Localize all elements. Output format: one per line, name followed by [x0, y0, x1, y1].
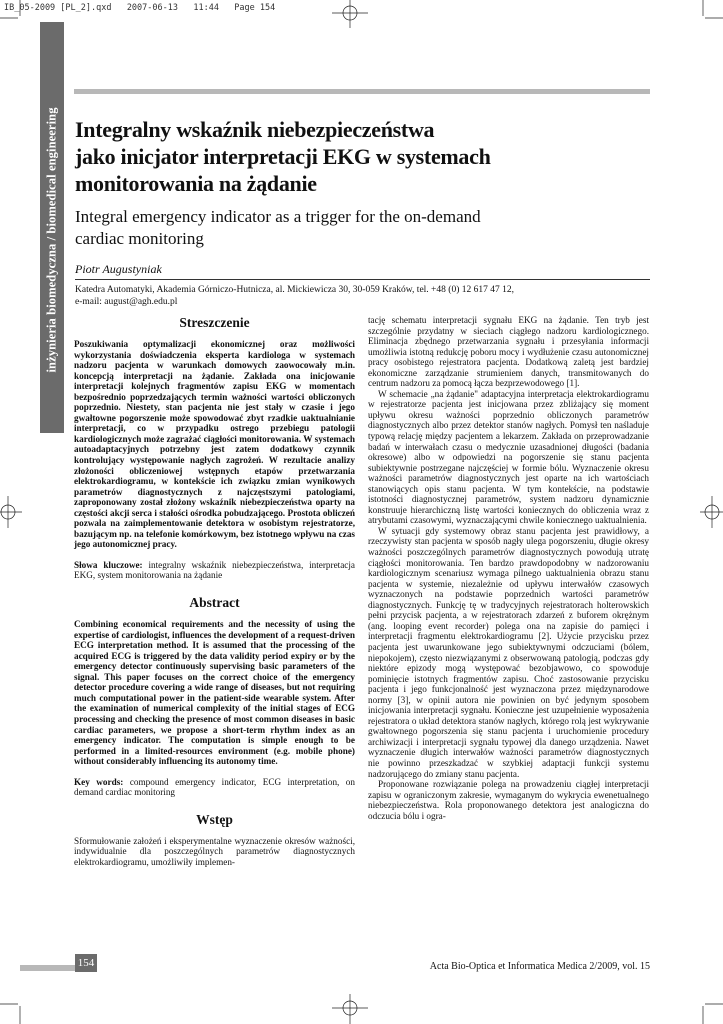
- keywords-en-label: Key words:: [74, 776, 124, 787]
- streszczenie-heading: Streszczenie: [179, 315, 250, 330]
- footer-rule: [20, 965, 75, 971]
- article-subtitle-line: Integral emergency indicator as a trigger for the on-demand: [75, 207, 481, 226]
- affiliation-line: e-mail: august@agh.edu.pl: [75, 297, 178, 307]
- article-title-line: jako inicjator interpretacji EKG w systemach: [75, 144, 491, 169]
- abstract-heading: Abstract: [189, 595, 240, 611]
- right-column: [368, 315, 649, 821]
- article-subtitle: [75, 206, 655, 250]
- wstep-text: Sformułowanie założeń i eksperymentalne wyznaczenie okresów ważności, indywidualnie dla poszczególnych parametrów diagnostycznych elektrokardiogramu, umożliwiły implemen-: [74, 835, 355, 867]
- article-subtitle-line: cardiac monitoring: [75, 229, 204, 248]
- left-column: [74, 315, 355, 867]
- printer-slug: IB_05-2009 [PL_2].qxd 2007-06-13 11:44 Page 154: [4, 3, 276, 13]
- keywords-en-text: compound emergency indicator, ECG interpretation, on demand cardiac monitoring: [74, 776, 355, 798]
- section-sidebar-label: inżynieria biomedyczna / biomedical engineering: [44, 107, 59, 373]
- article-title: [75, 116, 655, 197]
- keywords-pl-label: Słowa kluczowe:: [74, 559, 143, 570]
- body-paragraph: Proponowane rozwiązanie polega na prowadzeniu ciągłej interpretacji zapisu w ograniczonym zakresie, wymaganym do wykrycia ewenetualnego niebezpieczeństwa. Rola proponowanego detektora jest analogiczna do odczucia bólu i ogra-: [368, 779, 649, 821]
- author-name: Piotr Augustyniak: [75, 262, 162, 276]
- abstract-text: Combining economical requirements and the necessity of using the expertise of cardiologist, influences the development of a request-driven ECG interpretation method. It is assumed that the processing of the acquired ECG is triggered by the data validity period expiry or by the emergency detector continuously supervising basic parameters of the signal. This paper focuses on the correct choice of the emergency detector procedure covering a wide range of diseases, but not requiring much computational power in the patient-side wearable system. After the examination of numerical complexity of the initial stages of ECG processing and checking the presence of most common diseases in basic cardiac parameters, we propose a short-term rhythm index as an emergency indicator. The computation is simple enough to be performed in a limited-resources environment (e.g. mobile phone) without considerably influencing its autonomy time.: [74, 619, 355, 767]
- keywords-en: [74, 777, 355, 798]
- article-title-line: Integralny wskaźnik niebezpieczeństwa: [75, 117, 435, 142]
- keywords-pl-text: integralny wskaźnik niebezpieczeństwa, interpretacja EKG, system monitorowania na żądanie: [74, 559, 355, 581]
- body-paragraph: tację schematu interpretacji sygnału EKG na żądanie. Ten tryb jest szczególnie przydatny w sieciach ciągłego nadzoru kardiologicznego. Eliminacja zbędnego przetwarzania sygnału i przesyłania informacji umożliwia istotną redukcję poboru mocy i wydłużenie czasu autonomicznej pracy osobistego rejestratora pacjenta. Dodatkową zaletą jest bardziej ekonomiczne zarządzanie strumieniem danych, transmitowanych do centrum nadzoru za pomocą łącza bezprzewodowego [1].: [368, 315, 649, 389]
- body-paragraph: W sytuacji gdy systemowy obraz stanu pacjenta jest prawidłowy, a rzeczywisty stan pacjenta w sposób nagły ulega pogorszeniu, długie okresy ważności poszczególnych parametrów diagnostycznych powodują utratę ciągłości monitorowania. Ten bardzo prawdopodobny w nadzorowaniu kardiologicznym scenariusz wymaga pilnego uaktualnienia obrazu stanu pacjenta w systemie, niezależnie od upływu interwałów czasowych wyznaczonych na podstawie poprzednich wartości parametrów diagnostycznych. Funkcję tę w tradycyjnych rejestratorach holterowskich pełni przycisk pacjenta, a w rejestratorach zdarzeń z buforem okrężnym (ang. looping event recorder) polega ona na zapisie do pamięci i interpretacji fragmentu elektrokardiogramu [2]. Użycie przycisku przez pacjenta jest uwarunkowane jego subiektywnymi odczuciami (bólem, niepokojem), często niezwiązanymi z obserwowaną patologią, podczas gdy niektóre epizody mogą występować bezobjawowo, co spowoduje pominięcie istotnych fragmentów zapisu. Choć zastosowanie przycisku pacjenta i jego funkcjonalność jest wyznaczona przez międzynarodowe normy [3], w opinii autora nie powinien on być jedynym sposobem inicjowania interpretacji sygnału. Konieczne jest uzupełnienie wyposażenia rejestratora o układ detektora stanów nagłych, którego rolą jest wykrywanie gwałtownego pogorszenia się stanu pacjenta i uruchomienie procedury archiwizacji i interpretacji sygnału typowej dla danego urządzenia. Nawet wyznaczenie długich interwałów ważności parametrów diagnostycznych nie powinno przeszkadzać w szybkiej adaptacji funkcji systemu nadzorującego do zmiany stanu pacjenta.: [368, 525, 649, 779]
- author-affiliation: [75, 284, 650, 308]
- article-title-line: monitorowania na żądanie: [75, 171, 317, 196]
- streszczenie-text: Poszukiwania optymalizacji ekonomicznej oraz możliwości wykorzystania doświadczenia eksperta kardiologa w systemach nadzoru pacjenta w warunkach domowych zaowocowały m.in. koncepcją interpretacji na żądanie. Zakłada ona inicjowanie interpretacji kolejnych fragmentów zapisu EKG w momentach bezpośrednio poprzedzających termin ważności wartości obliczonych poprzednio. Niestety, stan pacjenta nie jest stały w czasie i jego gwałtowne pogorszenie może spowodować zbyt rzadkie uaktualnianie interpretacji, co w przypadku ostrego przebiegu patologii kardiologicznych może zagrażać ciągłości monitorowania. W systemach autoadaptacyjnych potrzebny jest zatem dodatkowy czynnik kontrolujący występowanie nagłych zagrożeń. W rezultacie analizy złożoności obliczeniowej wstępnych etapów przetwarzania elektrokardiogramu, w kontekście ich związku zmian wynikowych parametrów diagnostycznych z najczęstszymi patologiami, zaproponowany został złożony wskaźnik niebezpieczeństwa oparty na częstości akcji serca i stałości ośrodka pobudzającego. Prostota obliczeń pozwala na zaimplementowanie detektora w osobistym rejestratorze, bazującym np. na telefonie komórkowym, bez istotnego wpływu na czas jego autonomicznej pracy.: [74, 339, 355, 550]
- page-number: 154: [75, 954, 97, 972]
- journal-citation: Acta Bio-Optica et Informatica Medica 2/2009, vol. 15: [429, 961, 650, 972]
- affiliation-line: Katedra Automatyki, Akademia Górniczo-Hutnicza, al. Mickiewicza 30, 30-059 Kraków, tel. +48 (0) 12 617 47 12,: [75, 285, 514, 295]
- keywords-pl: [74, 560, 355, 581]
- author-rule: [75, 279, 650, 280]
- wstep-heading: Wstęp: [196, 811, 233, 827]
- header-rule: [74, 89, 650, 94]
- body-paragraph: W schemacie „na żądanie" adaptacyjna interpretacja elektrokardiogramu w rejestratorze pacjenta jest inicjowana przez zbliżający się moment upływu okresu ważności poprzednio obliczonych parametrów diagnostycznych albo przez detektor stanów nagłych. Pomysł ten naśladuje typową relację między pacjentem a lekarzem. Zakłada on przeprowadzanie badań w interwałach czasu o medycznie uzasadnionej długości (badania okresowe) albo w odpowiedzi na pogorszenie się stanu pacjenta subiektywnie postrzegane najczęściej w formie bólu. Wyznaczenie okresu ważności parametrów diagnostycznych jest oparte na ich wartościach stanowiących opis stanu pacjenta. W tym kontekście, na podstawie istotności diagnostycznej parametrów, system nadzoru dynamicznie konstruuje hierarchiczną listę wartości koniecznych do obliczenia wraz z atrybutami czasowymi, wyznaczającymi chwile koniecznego uaktualnienia.: [368, 388, 649, 526]
